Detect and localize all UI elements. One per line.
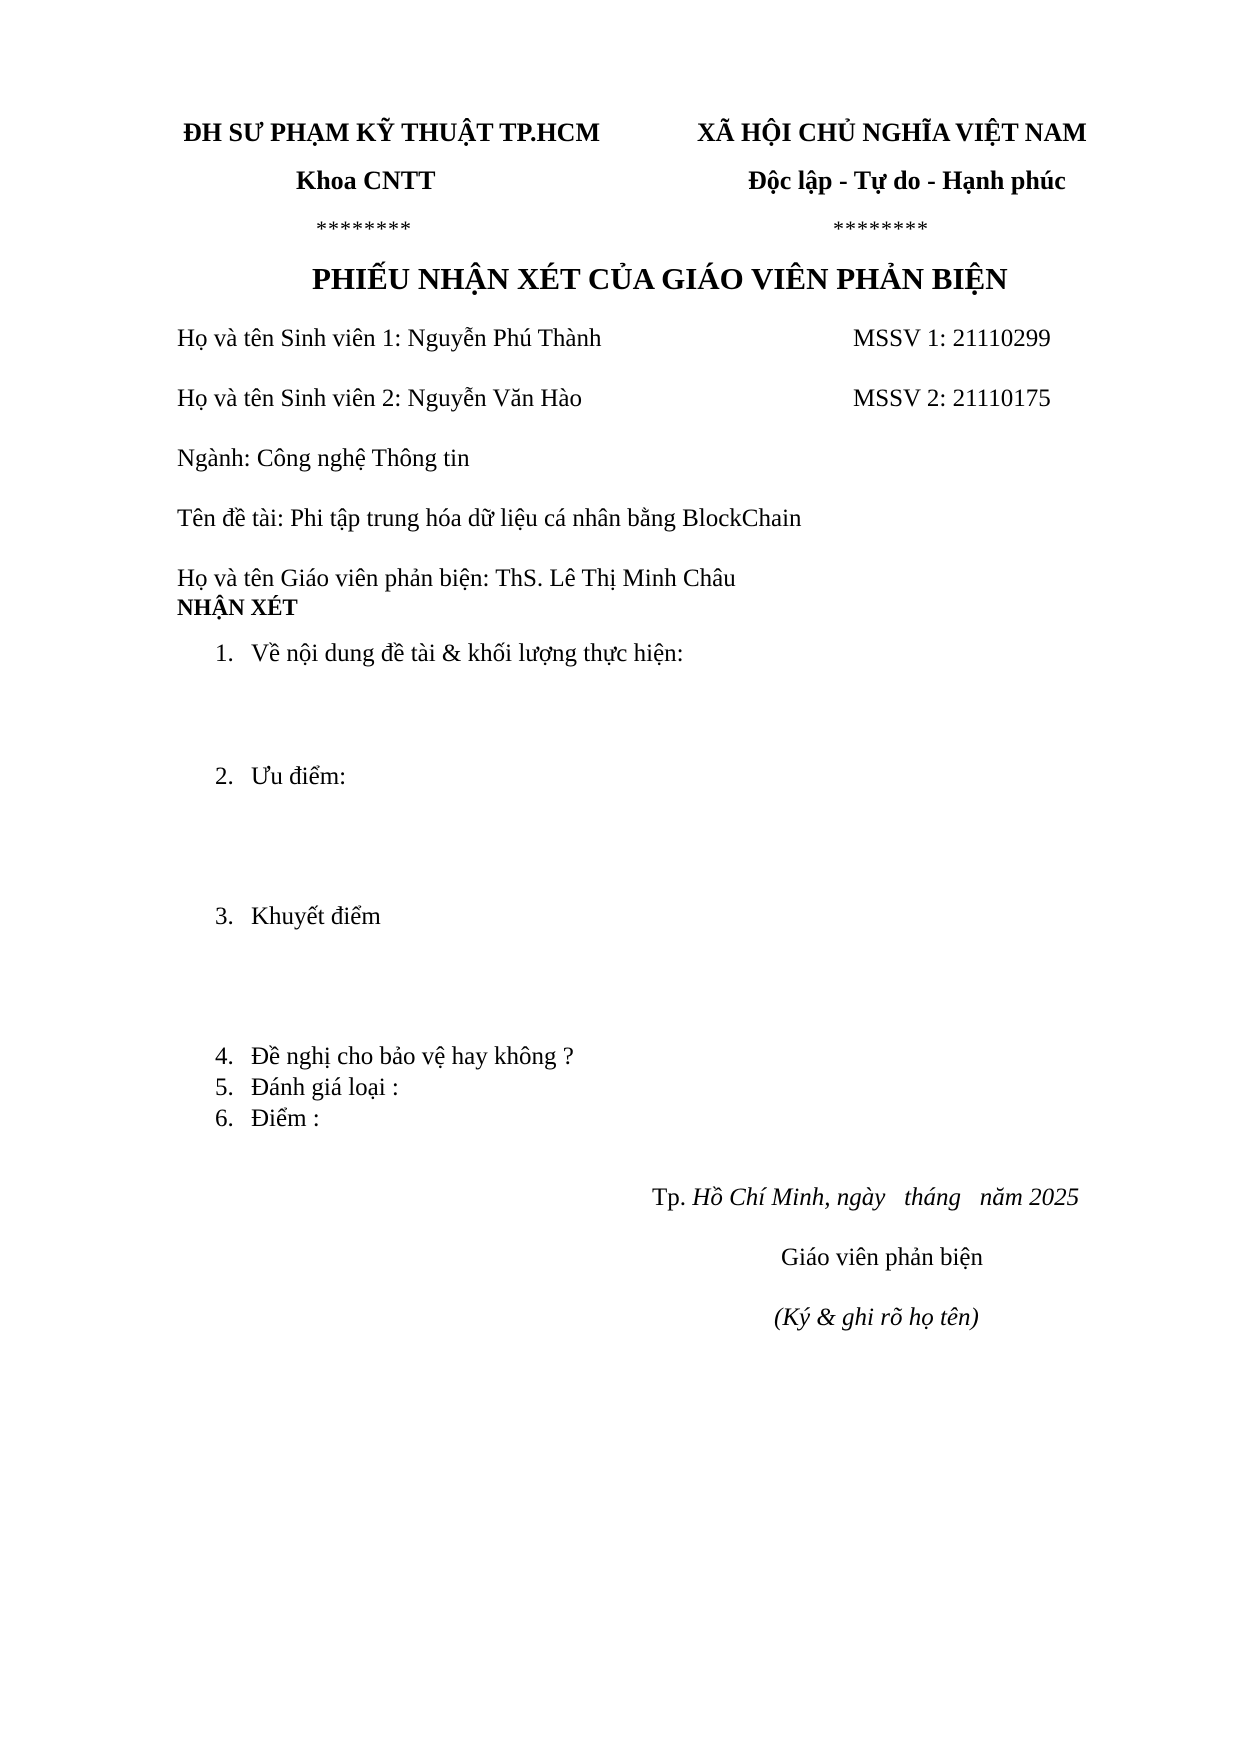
faculty-name: Khoa CNTT	[296, 166, 436, 195]
comment-item-3	[215, 903, 381, 931]
student-2-name: Nguyễn Văn Hào	[407, 385, 583, 412]
national-motto: Độc lập - Tự do - Hạnh phúc	[748, 166, 1066, 195]
comment-item-text: Điểm :	[251, 1105, 320, 1132]
reviewer-value: ThS. Lê Thị Minh Châu	[495, 565, 736, 592]
comments-heading: NHẬN XÉT	[177, 595, 298, 620]
comment-item-2	[215, 763, 346, 791]
topic-value: Phi tập trung hóa dữ liệu cá nhân bằng BlockChain	[290, 505, 802, 532]
student-2-row	[177, 385, 582, 413]
topic-label: Tên đề tài:	[177, 505, 291, 532]
student-1-label: Họ và tên Sinh viên 1:	[177, 325, 408, 352]
comment-item-5	[215, 1074, 399, 1102]
student-1-id-row	[853, 325, 1051, 353]
institution-name: ĐH SƯ PHẠM KỸ THUẬT TP.HCM	[183, 118, 601, 147]
topic-row	[177, 505, 802, 533]
comment-item-text: Về nội dung đề tài & khối lượng thực hiện:	[251, 640, 684, 667]
student-2-id: 21110175	[952, 385, 1051, 412]
comment-item-1	[215, 640, 684, 668]
reviewer-row	[177, 565, 736, 593]
comment-item-text: Ưu điểm:	[251, 763, 347, 790]
comment-item-number: 4.	[215, 1043, 234, 1070]
comment-item-number: 2.	[215, 763, 234, 790]
comment-item-number: 1.	[215, 640, 234, 667]
comment-item-number: 5.	[215, 1074, 234, 1101]
place-date: Hồ Chí Minh, ngày tháng năm 2025	[692, 1184, 1080, 1211]
comment-item-number: 6.	[215, 1105, 234, 1132]
nation-name: XÃ HỘI CHỦ NGHĨA VIỆT NAM	[697, 118, 1087, 147]
student-1-name: Nguyễn Phú Thành	[407, 325, 602, 352]
signer-role: Giáo viên phản biện	[781, 1244, 984, 1271]
major-value: Công nghệ Thông tin	[256, 445, 470, 472]
place-prefix: Tp.	[652, 1184, 693, 1211]
comment-item-text: Đánh giá loại :	[251, 1074, 399, 1101]
comment-item-4	[215, 1043, 574, 1071]
student-2-label: Họ và tên Sinh viên 2:	[177, 385, 408, 412]
comment-item-number: 3.	[215, 903, 234, 930]
student-2-id-label: MSSV 2:	[853, 385, 953, 412]
student-1-id-label: MSSV 1:	[853, 325, 953, 352]
date-line	[652, 1184, 1079, 1212]
signature-instruction: (Ký & ghi rõ họ tên)	[774, 1304, 979, 1331]
left-stars-divider: ********	[316, 216, 412, 241]
student-1-row	[177, 325, 602, 353]
right-stars-divider: ********	[833, 216, 929, 241]
reviewer-label: Họ và tên Giáo viên phản biện:	[177, 565, 496, 592]
major-label: Ngành:	[177, 445, 257, 472]
page-title: PHIẾU NHẬN XÉT CỦA GIÁO VIÊN PHẢN BIỆN	[312, 261, 1008, 296]
comment-item-text: Đề nghị cho bảo vệ hay không ?	[251, 1043, 574, 1070]
comment-item-6	[215, 1105, 320, 1133]
student-1-id: 21110299	[952, 325, 1051, 352]
student-2-id-row	[853, 385, 1051, 413]
major-row	[177, 445, 470, 473]
comment-item-text: Khuyết điểm	[251, 903, 381, 930]
